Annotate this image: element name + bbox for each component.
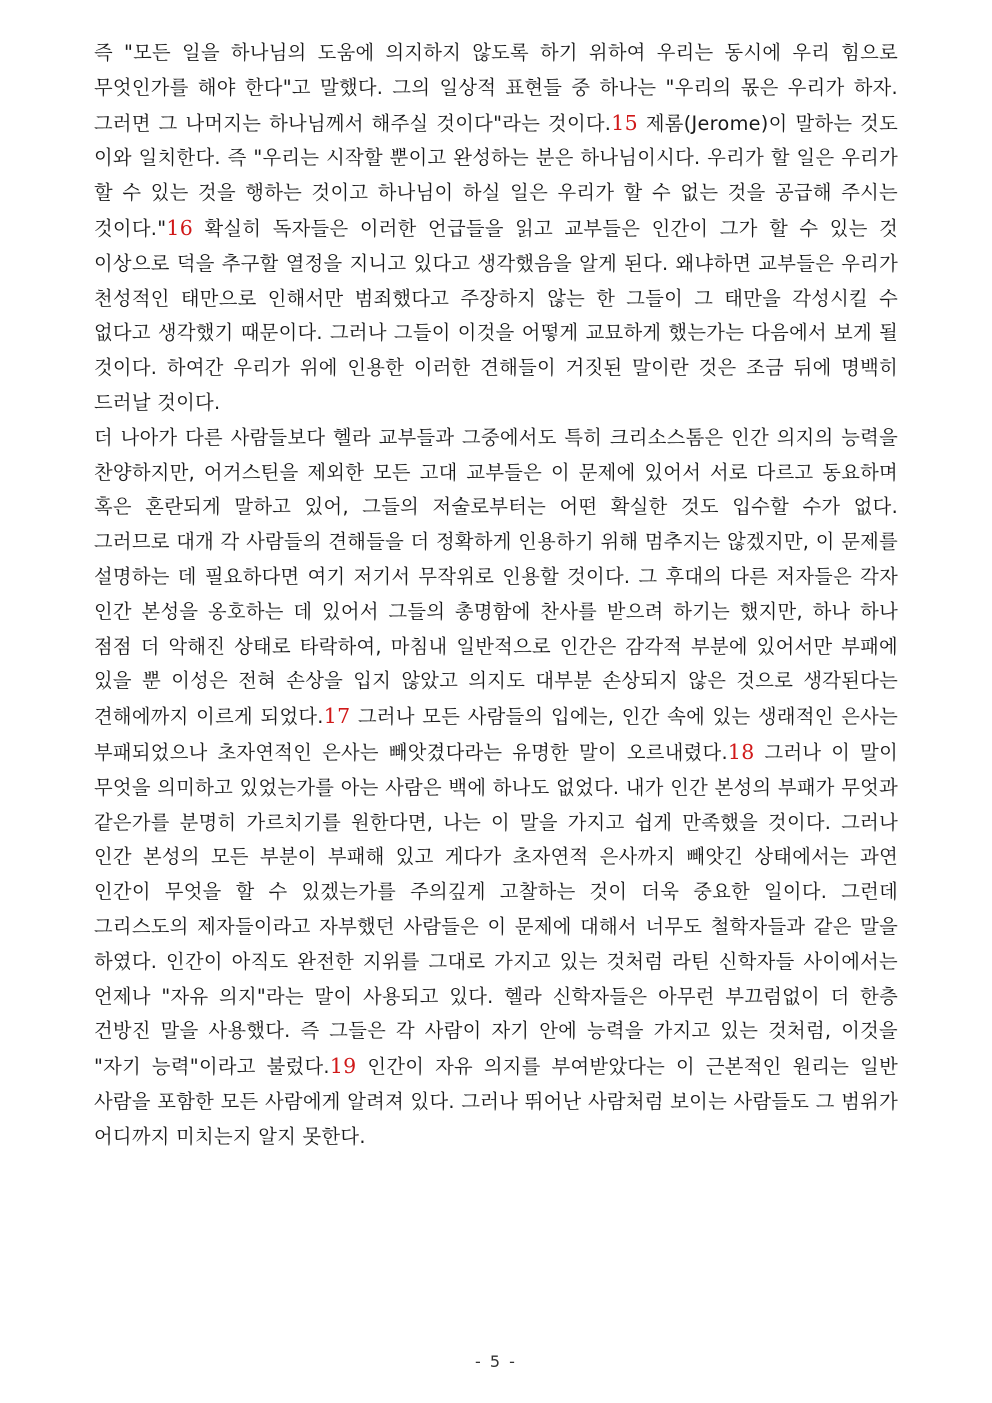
text-run: 인간이 자유 의지를 부여받았다는 이 근본적인 원리는 일반 사람을 포함한 모든 사람에게 알려져 있다. 그러나 뛰어난 사람처럼 보이는 사람들도 그 범위가 어디까지 미치는지 알지 못한다. xyxy=(94,1055,898,1148)
text-run: 더 나아가 다른 사람들보다 헬라 교부들과 그중에서도 특히 크리소스톰은 인간 의지의 능력을 찬양하지만, 어거스틴을 제외한 모든 고대 교부들은 이 문제에 있어서 서로 다르고 동요하며 혹은 혼란되게 말하고 있어, 그들의 저술로부터는 어떤 확실한 것도 입수할 수가 없다. 그러므로 대개 각 사람들의 견해들을 더 정확하게 인용하기 위해 멈추지는 않겠지만, 이 문제를 설명하는 데 필요하다면 여기 저기서 무작위로 인용할 것이다. 그 후대의 다른 저자들은 각자 인간 본성을 옹호하는 데 있어서 그들의 총명함에 찬사를 받으려 하기는 했지만, 하나 하나 점점 더 악해진 상태로 타락하여, 마침내 일반적으로 인간은 감각적 부분에 있어서만 부패에 있을 뿐 이성은 전혀 손상을 입지 않았고 의지도 대부분 손상되지 않은 것으로 생각된다는 견해에까지 이르게 되었다. xyxy=(94,425,898,729)
document-page xyxy=(94,36,898,1346)
text-run: 그러나 이 말이 무엇을 의미하고 있었는가를 아는 사람은 백에 하나도 없었다. 내가 인간 본성의 부패가 무엇과 같은가를 분명히 가르치기를 원한다면, 나는 이 말을 가지고 쉽게 만족했을 것이다. 그러나 인간 본성의 모든 부분이 부패해 있고 게다가 초자연적 은사까지 빼앗긴 상태에서는 과연 인간이 무엇을 할 수 있겠는가를 주의깊게 고찰하는 것이 더욱 중요한 일이다. 그런데 그리스도의 제자들이라고 자부했던 사람들은 이 문제에 대해서 너무도 철학자들과 같은 말을 하였다. 인간이 아직도 완전한 지위를 그대로 가지고 있는 것처럼 라틴 신학자들 사이에서는 언제나 "자유 의지"라는 말이 사용되고 있다. 헬라 신학자들은 아무런 부끄럼없이 더 한층 건방진 말을 사용했다. 즉 그들은 각 사람이 자기 안에 능력을 가지고 있는 것처럼, 이것을 "자기 능력"이라고 불렀다. xyxy=(94,740,898,1079)
text-run: 즉 "모든 일을 하나님의 도움에 의지하지 않도록 하기 위하여 우리는 동시에 우리 힘으로 무엇인가를 해야 한다"고 말했다. 그의 일상적 표현들 중 하나는 "우리의 몫은 우리가 하자. 그러면 그 나머지는 하나님께서 해주실 것이다"라는 것이다. xyxy=(94,41,898,135)
text-run: 그러나 모든 사람들의 입에는, 인간 속에 있는 생래적인 은사는 부패되었으나 초자연적인 은사는 빼앗겼다라는 유명한 말이 오르내렸다. xyxy=(94,705,899,764)
page-number: - 5 - xyxy=(475,1352,517,1371)
footnote-marker[interactable]: 17 xyxy=(323,704,351,729)
footnote-marker[interactable]: 16 xyxy=(166,215,194,240)
body-paragraph xyxy=(94,36,898,421)
body-paragraph xyxy=(94,421,898,1155)
text-run: 확실히 독자들은 이러한 언급들을 읽고 교부들은 인간이 그가 할 수 있는 것 이상으로 덕을 추구할 열정을 지니고 있다고 생각했음을 알게 된다. 왜냐하면 교부들은 우리가 천성적인 태만으로 인해서만 범죄했다고 주장하지 않는 한 그들이 그 태만을 각성시킬 수 없다고 생각했기 때문이다. 그러나 그들이 이것을 어떻게 교묘하게 했는가는 다음에서 보게 될 것이다. 하여간 우리가 위에 인용한 이러한 견해들이 거짓된 말이란 것은 조금 뒤에 명백히 드러날 것이다. xyxy=(94,216,898,414)
text-run: 제롬(Jerome)이 말하는 것도 이와 일치한다. 즉 "우리는 시작할 뿐이고 완성하는 분은 하나님이시다. 우리가 할 일은 우리가 할 수 있는 것을 행하는 것이고 하나님이 하실 일은 우리가 할 수 없는 것을 공급해 주시는 것이다." xyxy=(94,111,898,240)
footnote-marker[interactable]: 15 xyxy=(611,110,638,135)
footnote-marker[interactable]: 18 xyxy=(727,739,755,764)
footnote-marker[interactable]: 19 xyxy=(329,1054,357,1079)
